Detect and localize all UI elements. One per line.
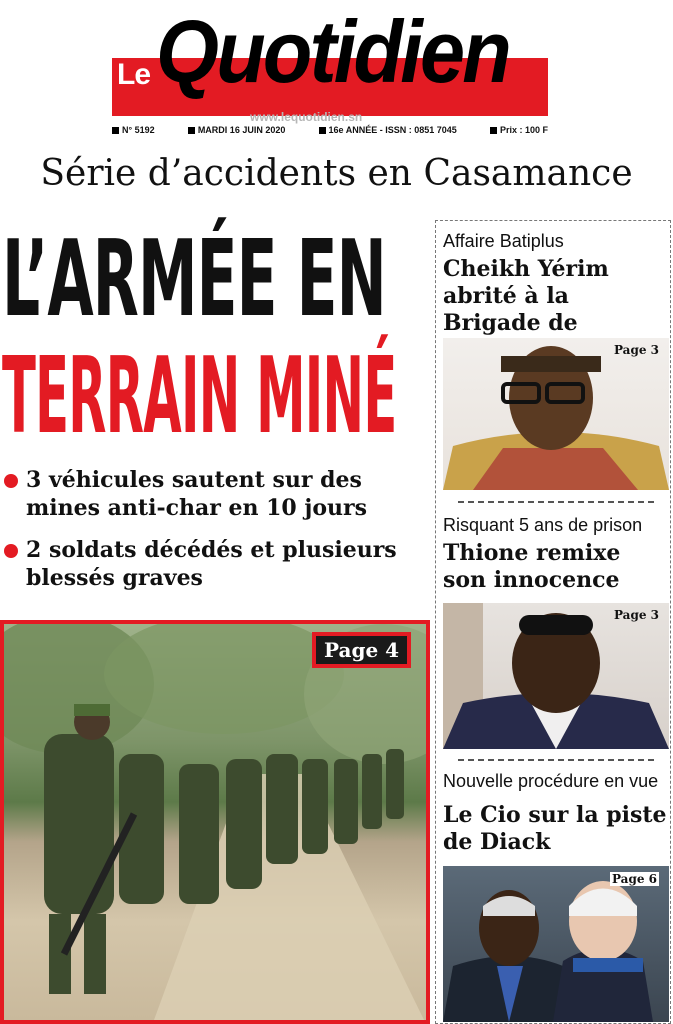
price: Prix : 100 F (490, 126, 548, 135)
portrait-2 (443, 603, 669, 749)
sidebar-title-3[interactable]: Le Cio sur la piste de Diack (443, 802, 667, 855)
sidebar-photo-3 (443, 866, 669, 1022)
sidebar-subtitle-1: Affaire Batiplus (443, 231, 564, 251)
bullet-dot-icon (4, 474, 18, 488)
masthead-meta (112, 126, 548, 135)
kicker: Série d’accidents en Casamance (40, 153, 633, 194)
separator-1 (458, 501, 654, 503)
soldiers-photo (0, 620, 430, 1024)
headline-line-1: L’ARMÉE EN (2, 218, 386, 342)
portrait-3 (443, 866, 669, 1022)
sidebar-photo-2 (443, 603, 669, 749)
separator-2 (458, 759, 654, 761)
bullet-text: 2 soldats décédés et plusieurs blessés graves (26, 537, 397, 591)
photo-page-label: Page 4 (316, 636, 407, 664)
sidebar-subtitle-3: Nouvelle procédure en vue (443, 771, 659, 791)
sidebar-subtitle-2: Risquant 5 ans de prison (443, 515, 643, 535)
logo-le: Le (117, 58, 151, 91)
logo-title: Quotidien (156, 2, 509, 101)
bullet-text: 3 véhicules sautent sur des mines anti-char en 10 jours (26, 467, 367, 521)
bullet-1 (4, 466, 436, 522)
sidebar-title-2[interactable]: Thione remixe son innocence (443, 540, 621, 593)
bullet-2 (4, 536, 436, 592)
year-issn: 16e ANNÉE - ISSN : 0851 7045 (319, 126, 457, 135)
sidebar-page-1[interactable]: Page 3 (613, 343, 659, 357)
sidebar-page-2[interactable]: Page 3 (613, 608, 659, 622)
sidebar-photo-1 (443, 338, 669, 490)
website-url[interactable]: www.lequotidien.sn (250, 110, 363, 124)
photo-page-badge[interactable] (312, 632, 411, 668)
headline-line-2: TERRAIN MINÉ (2, 335, 397, 459)
issue-date: MARDI 16 JUIN 2020 (188, 126, 286, 135)
bullet-dot-icon (4, 544, 18, 558)
issue-number: N° 5192 (112, 126, 155, 135)
sidebar-page-3[interactable]: Page 6 (611, 872, 657, 886)
portrait-1 (443, 338, 669, 490)
soldiers-illustration (4, 624, 426, 1020)
sidebar-title-1[interactable]: Cheikh Yérim abrité à la Brigade de (443, 256, 609, 336)
